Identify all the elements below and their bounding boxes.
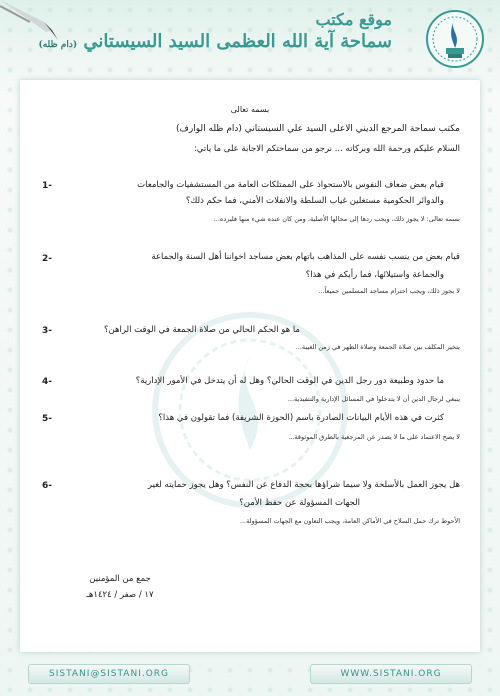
question-1-number: 1-: [42, 181, 52, 191]
question-5-number: 5-: [42, 414, 52, 424]
question-2-line1: قيام بعض من ينسب نفسه على المذاهب باتهام بعض مساجد اخواننا أهل السنة والجماعة: [151, 252, 460, 262]
question-2-number: 2-: [42, 254, 52, 264]
question-2-line2: والجماعة واستيلائها، فما رأيكم في هذا؟: [305, 270, 444, 280]
question-6-number: 6-: [42, 481, 52, 491]
signature-line1: جمع من المؤمنين: [89, 574, 151, 584]
answer-6: الأحوط ترك حمل السلاح في الأماكن العامة، ويجب التعاون مع الجهات المسؤولة...: [239, 517, 460, 525]
question-6-line2: الجهات المسؤولة عن حفظ الأمن؟: [239, 498, 360, 508]
website-link[interactable]: WWW.SISTANI.ORG: [310, 664, 472, 684]
question-6-line1: هل يجوز العمل بالأسلحة ولا سيما شراؤها بحجة الدفاع عن النفس؟ وهل يجوز حمايته لغير: [147, 480, 460, 490]
answer-2: لا يجوز ذلك، ويجب احترام مساجد المسلمين جميعاً...: [318, 287, 460, 295]
basmala: بسمه تعالى: [230, 105, 270, 114]
question-1-line1: قيام بعض ضعاف النفوس بالاستحواذ على الممتلكات العامة من المستشفيات والجامعات: [137, 180, 444, 190]
greeting: السلام عليكم ورحمة الله وبركاته ... نرجو من سماحتكم الاجابة على ما يأتي:: [193, 144, 460, 154]
site-title-name: سماحة آية الله العظمى السيد السيستاني: [83, 31, 392, 52]
answer-3: يتخير المكلف بين صلاة الجمعة وصلاة الظهر في زمن الغيبة...: [295, 343, 460, 351]
logo-icon: [424, 8, 486, 70]
addressee: مكتب سماحة المرجع الديني الأعلى السيد علي السيستاني (دام ظله الوارف): [176, 124, 460, 134]
letter-document: [20, 80, 480, 652]
answer-5: لا يصح الاعتماد على ما لا يصدر عن المرجعية بالطرق الموثوقة...: [288, 433, 460, 441]
site-title-line1: موقع مكتب: [315, 10, 392, 29]
answer-4: ينبغي لرجال الدين أن لا يتدخلوا في المسائل الإدارية والتنفيذية...: [287, 395, 460, 403]
question-4-number: 4-: [42, 377, 52, 387]
site-title-line2: [38, 31, 392, 52]
question-5-line1: كثرت في هذه الأيام البيانات الصادرة باسم (الحوزة الشريفة) فما تقولون في هذا؟: [158, 413, 444, 423]
question-3-number: 3-: [42, 326, 52, 336]
footer: [0, 652, 500, 696]
answer-1: بسمه تعالى: لا يجوز ذلك، ويجب ردها إلى محالها الأصلية، ومن كان عنده شيء منها فليرده...: [213, 215, 460, 223]
signature-date: ١٧ / صفر / ١٤٢٤هـ: [86, 590, 154, 600]
question-3-line1: ما هو الحكم الحالي من صلاة الجمعة في الوقت الراهن؟: [104, 325, 300, 335]
site-title: [38, 10, 392, 52]
site-title-suffix: (دام ظله): [38, 40, 78, 50]
header: [0, 0, 500, 72]
question-1-line2: والدوائر الحكومية مستغلين غياب السلطة والانفلات الأمني، فما حكم ذلك؟: [185, 196, 444, 206]
question-4-line1: ما حدود وطبيعة دور رجل الدين في الوقت الحالي؟ وهل له أن يتدخل في الأمور الإدارية؟: [135, 376, 444, 386]
email-link[interactable]: SISTANI@SISTANI.ORG: [28, 664, 190, 684]
